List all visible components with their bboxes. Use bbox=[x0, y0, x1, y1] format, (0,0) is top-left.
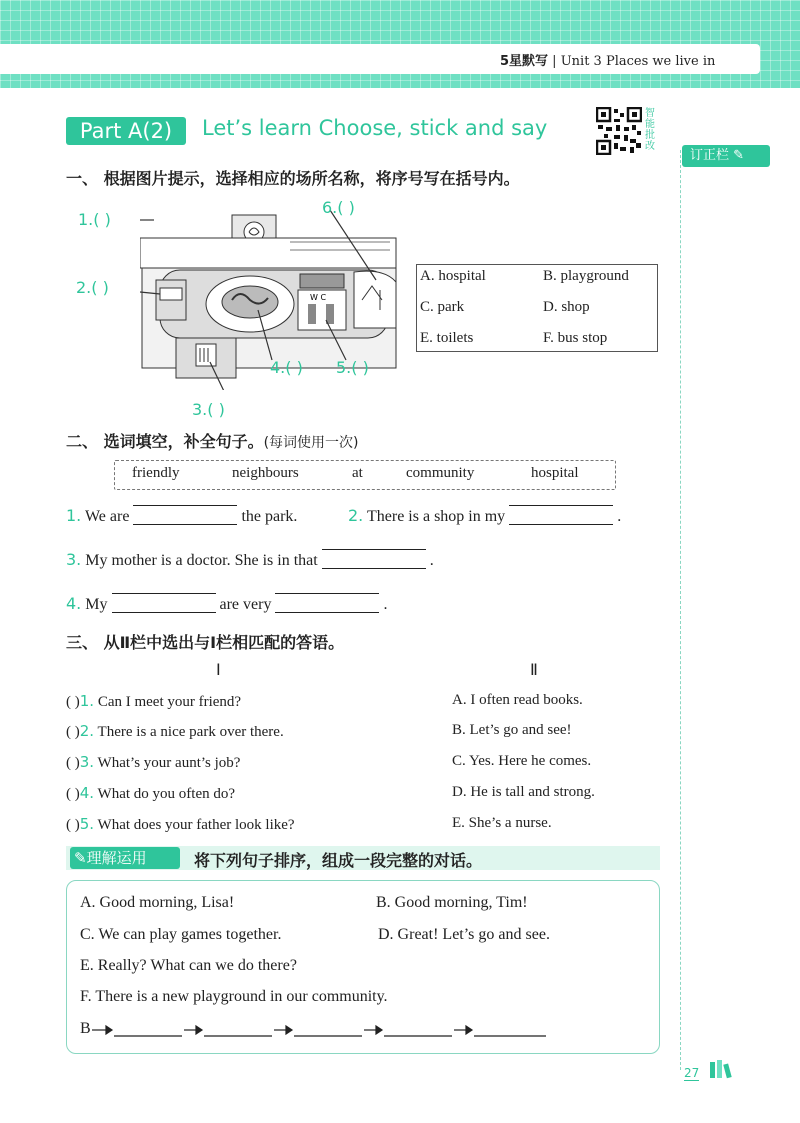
word-at: at bbox=[352, 465, 363, 481]
map-label-5[interactable]: 5.( ) bbox=[336, 358, 369, 377]
part-label: Part A(2) bbox=[66, 117, 186, 145]
section-2-heading: 二、 选词填空，补全句子。(每词使用一次) bbox=[66, 432, 359, 451]
dialogue-e: E. Really? What can we do there? bbox=[80, 957, 297, 974]
match-row-4: ( )4. What do you often do? bbox=[66, 784, 236, 802]
word-hospital: hospital bbox=[531, 465, 579, 481]
answer-a: A. I often read books. bbox=[452, 692, 583, 708]
map-label-2[interactable]: 2.( ) bbox=[76, 278, 109, 297]
section-2-note: (每词使用一次) bbox=[263, 435, 359, 451]
books-icon bbox=[708, 1058, 738, 1080]
order-answer-row bbox=[80, 1020, 91, 1038]
pencil-icon: ✎ bbox=[733, 148, 745, 163]
wc-sign: W C bbox=[310, 293, 327, 302]
option-d: D. shop bbox=[543, 299, 590, 315]
section-4-heading: 将下列句子排序，组成一段完整的对话。 bbox=[194, 851, 483, 870]
answer-d: D. He is tall and strong. bbox=[452, 784, 595, 800]
answer-paren[interactable]: ( ) bbox=[66, 817, 80, 833]
order-start: B bbox=[80, 1020, 91, 1037]
answer-blank[interactable] bbox=[322, 549, 426, 569]
column-ii-header: Ⅱ bbox=[530, 662, 538, 679]
answer-blank[interactable] bbox=[112, 593, 216, 613]
answer-blank[interactable] bbox=[133, 505, 237, 525]
fill-sentence-1: 1. We are the park. bbox=[66, 506, 298, 525]
answer-blank[interactable] bbox=[275, 593, 379, 613]
option-c: C. park bbox=[420, 299, 465, 315]
side-divider bbox=[680, 150, 681, 1070]
answer-b: B. Let’s go and see! bbox=[452, 722, 572, 738]
fill-sentence-4: 4. My are very . bbox=[66, 594, 388, 613]
match-row-2: ( )2. There is a nice park over there. bbox=[66, 722, 284, 740]
section-3-heading: 三、 从Ⅱ栏中选出与Ⅰ栏相匹配的答语。 bbox=[66, 633, 345, 652]
map-label-3[interactable]: 3.( ) bbox=[192, 400, 225, 419]
section-1-heading: 一、 根据图片提示，选择相应的场所名称，将序号写在括号内。 bbox=[66, 169, 520, 188]
word-community: community bbox=[406, 465, 475, 481]
map-label-4[interactable]: 4.( ) bbox=[270, 358, 303, 377]
option-b: B. playground bbox=[543, 268, 629, 284]
answer-e: E. She’s a nurse. bbox=[452, 815, 552, 831]
edit-icon: ✎ bbox=[74, 849, 87, 867]
dialogue-f: F. There is a new playground in our community. bbox=[80, 988, 388, 1005]
answer-paren[interactable]: ( ) bbox=[66, 786, 80, 802]
option-a: A. hospital bbox=[420, 268, 486, 284]
map-label-1[interactable]: 1.( ) bbox=[78, 210, 111, 229]
match-row-3: ( )3. What’s your aunt’s job? bbox=[66, 753, 241, 771]
page-number: 27 bbox=[684, 1066, 700, 1080]
dialogue-d: D. Great! Let’s go and see. bbox=[378, 926, 550, 943]
match-row-5: ( )5. What does your father look like? bbox=[66, 815, 295, 833]
unit-name: Unit 3 Places we live in bbox=[560, 54, 716, 69]
dialogue-c: C. We can play games together. bbox=[80, 926, 282, 943]
answer-paren[interactable]: ( ) bbox=[66, 724, 80, 740]
apply-tag: ✎理解运用 bbox=[70, 847, 180, 869]
header-label: 5星默写 | Unit 3 Places we live in bbox=[500, 54, 716, 69]
dialogue-a: A. Good morning, Lisa! bbox=[80, 894, 235, 911]
answer-blank[interactable] bbox=[509, 505, 613, 525]
book-name: 5星默写 bbox=[500, 54, 549, 69]
word-friendly: friendly bbox=[132, 465, 180, 481]
lesson-title: Let’s learn Choose, stick and say bbox=[202, 116, 548, 140]
option-f: F. bus stop bbox=[543, 330, 608, 346]
order-arrows bbox=[92, 1022, 562, 1042]
answer-paren[interactable]: ( ) bbox=[66, 755, 80, 771]
answer-c: C. Yes. Here he comes. bbox=[452, 753, 592, 769]
word-neighbours: neighbours bbox=[232, 465, 299, 481]
map-label-6[interactable]: 6.( ) bbox=[322, 198, 355, 217]
fill-sentence-3: 3. My mother is a doctor. She is in that . bbox=[66, 550, 434, 569]
fill-sentence-2: 2. There is a shop in my . bbox=[348, 506, 622, 525]
match-row-1: ( )1. Can I meet your friend? bbox=[66, 692, 242, 710]
column-i-header: Ⅰ bbox=[216, 662, 221, 679]
dialogue-b: B. Good morning, Tim! bbox=[376, 894, 528, 911]
correction-column-label: 订正栏 ✎ bbox=[682, 145, 770, 167]
option-e: E. toilets bbox=[420, 330, 474, 346]
smart-correction-label: 智能批改 bbox=[645, 108, 655, 152]
answer-paren[interactable]: ( ) bbox=[66, 694, 80, 710]
qr-code-icon[interactable] bbox=[596, 107, 642, 155]
